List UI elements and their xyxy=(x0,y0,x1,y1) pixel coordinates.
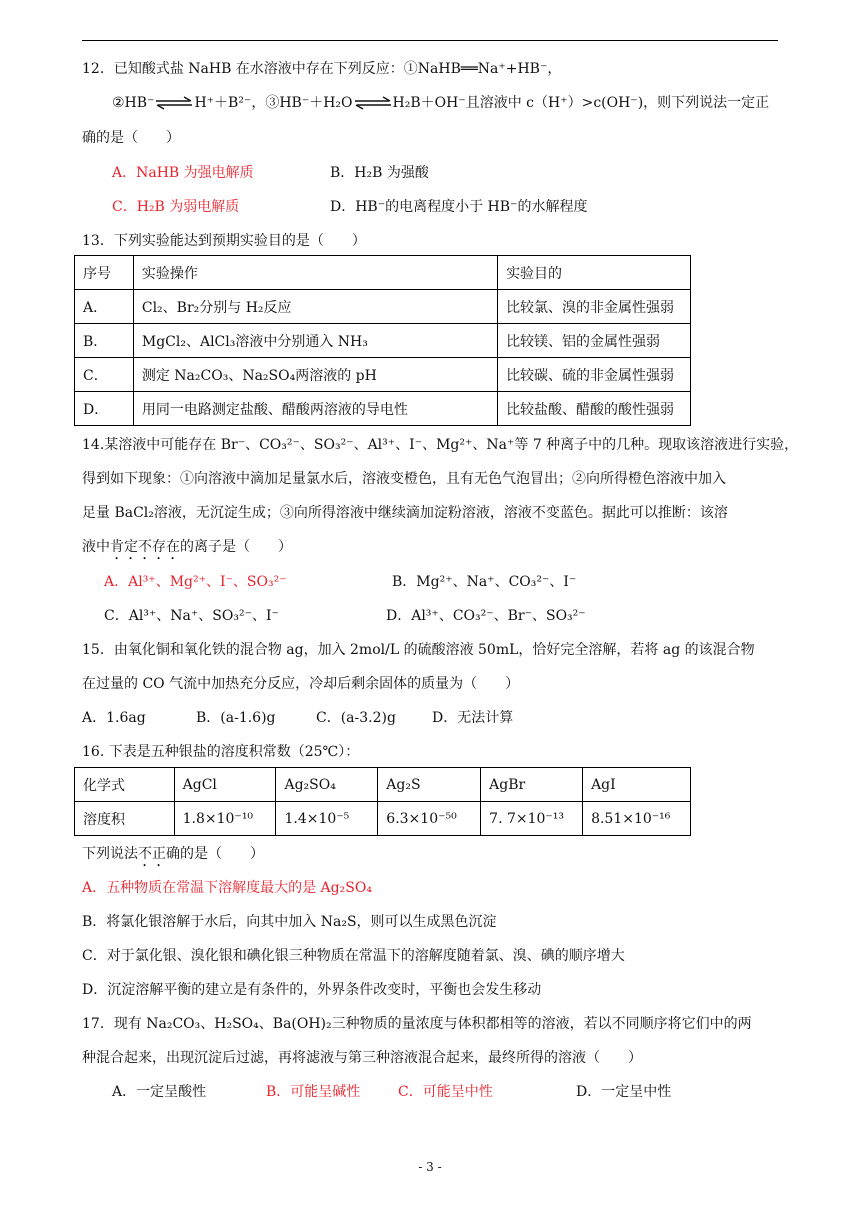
q13-cell: C． xyxy=(75,358,134,392)
q16-cell: 1.4×10⁻⁵ xyxy=(276,802,378,836)
q16-option-b: B．将氯化银溶解于水后，向其中加入 Na₂S，则可以生成黑色沉淀 xyxy=(82,914,497,930)
q14-option-b: B．Mg²⁺、Na⁺、CO₃²⁻、I⁻ xyxy=(392,574,577,590)
q12-line2-b: H⁺＋B²⁻，③HB⁻＋H₂O xyxy=(194,95,353,111)
q13-table xyxy=(74,255,691,426)
q16-cell: Ag₂S xyxy=(378,768,481,802)
q14-option-d: D．Al³⁺、CO₃²⁻、Br⁻、SO₃²⁻ xyxy=(386,608,586,624)
q16-cell: 化学式 xyxy=(75,768,175,802)
q16-emphasis: 不正 xyxy=(138,846,166,862)
q17-option-d: D．一定呈中性 xyxy=(576,1084,672,1100)
q16-option-c: C．对于氯化银、溴化银和碘化银三种物质在常温下的溶解度随着氯、溴、碘的顺序增大 xyxy=(82,948,625,964)
table-row xyxy=(75,392,691,426)
q12-line2-c: H₂B＋OH⁻且溶液中 c（H⁺）>c(OH⁻)，则下列说法一定正 xyxy=(392,95,770,111)
q12-line3: 确的是（ ） xyxy=(82,130,180,146)
q15-option-a: A．1.6ag xyxy=(82,710,146,726)
q16-question-b: 确的是（ ） xyxy=(166,846,264,862)
q14-line4-a: 液中 xyxy=(82,539,110,555)
q12-option-b: B．H₂B 为强酸 xyxy=(330,165,429,181)
q13-cell: 比较盐酸、醋酸的酸性强弱 xyxy=(498,392,691,426)
q14-line3: 足量 BaCl₂溶液，无沉淀生成；③向所得溶液中继续滴加淀粉溶液，溶液不变蓝色。据此可以推断：该溶 xyxy=(82,505,728,521)
q16-cell: AgCl xyxy=(174,768,276,802)
q16-table xyxy=(74,767,691,836)
table-row xyxy=(75,802,691,836)
q13-cell: 比较氯、溴的非金属性强弱 xyxy=(498,290,691,324)
q13-cell: 用同一电路测定盐酸、醋酸两溶液的导电性 xyxy=(133,392,497,426)
q16-question-a: 下列说法 xyxy=(82,846,138,862)
q13-cell: 测定 Na₂CO₃、Na₂SO₄两溶液的 pH xyxy=(133,358,497,392)
q16-cell: Ag₂SO₄ xyxy=(276,768,378,802)
table-row xyxy=(75,768,691,802)
q13-header-purpose: 实验目的 xyxy=(498,256,691,290)
q16-cell: 7. 7×10⁻¹³ xyxy=(481,802,583,836)
q13-cell: MgCl₂、AlCl₃溶液中分别通入 NH₃ xyxy=(133,324,497,358)
equilibrium-arrow-icon xyxy=(353,96,393,110)
q13-cell: B． xyxy=(75,324,134,358)
table-row xyxy=(75,290,691,324)
q12-line2-a: ②HB⁻ xyxy=(112,95,155,111)
q16-question xyxy=(82,844,264,870)
q16-option-a: A．五种物质在常温下溶解度最大的是 Ag₂SO₄ xyxy=(82,880,372,896)
q15-line1: 15．由氧化铜和氧化铁的混合物 ag，加入 2mol/L 的硫酸溶液 50mL，恰好完全溶解，若将 ag 的该混合物 xyxy=(82,642,755,658)
q16-cell: AgI xyxy=(583,768,691,802)
q13-header-operation: 实验操作 xyxy=(133,256,497,290)
q12-option-c: C．H₂B 为弱电解质 xyxy=(112,199,240,215)
q13-cell: A． xyxy=(75,290,134,324)
q13-cell: Cl₂、Br₂分别与 H₂反应 xyxy=(133,290,497,324)
equilibrium-arrow-icon xyxy=(154,96,194,110)
q16-stem: 16. 下表是五种银盐的溶度积常数（25℃）： xyxy=(82,744,360,760)
table-row xyxy=(75,324,691,358)
q16-cell: 6.3×10⁻⁵⁰ xyxy=(378,802,481,836)
q16-cell: AgBr xyxy=(481,768,583,802)
table-row xyxy=(75,256,691,290)
q15-option-b: B．(a-1.6)g xyxy=(196,710,276,726)
header-rule xyxy=(82,40,778,41)
q15-option-d: D．无法计算 xyxy=(432,710,514,726)
q13-cell: 比较碳、硫的非金属性强弱 xyxy=(498,358,691,392)
q13-stem: 13．下列实验能达到预期实验目的是（ ） xyxy=(82,233,366,249)
q17-option-a: A．一定呈酸性 xyxy=(112,1084,207,1100)
q16-cell: 1.8×10⁻¹⁰ xyxy=(174,802,276,836)
q12-option-d: D．HB⁻的电离程度小于 HB⁻的水解程度 xyxy=(330,199,588,215)
q14-option-c: C．Al³⁺、Na⁺、SO₃²⁻、I⁻ xyxy=(104,608,279,624)
q13-cell: 比较镁、铝的金属性强弱 xyxy=(498,324,691,358)
table-row xyxy=(75,358,691,392)
q14-line4 xyxy=(82,537,292,563)
q14-line2: 得到如下现象：①向溶液中滴加足量氯水后，溶液变橙色，且有无色气泡冒出；②向所得橙色溶液中加入 xyxy=(82,471,726,487)
q17-option-b: B．可能呈碱性 xyxy=(266,1084,361,1100)
q15-option-c: C．(a-3.2)g xyxy=(316,710,396,726)
q17-option-c: C．可能呈中性 xyxy=(398,1084,493,1100)
q16-cell: 溶度积 xyxy=(75,802,175,836)
q12-line1: 12．已知酸式盐 NaHB 在水溶液中存在下列反应：①NaHB══Na⁺+HB⁻， xyxy=(82,61,562,77)
q17-line1: 17．现有 Na₂CO₃、H₂SO₄、Ba(OH)₂三种物质的量浓度与体积都相等的溶液，若以不同顺序将它们中的两 xyxy=(82,1016,752,1032)
q14-emphasis: 肯定不存在 xyxy=(110,539,180,555)
q14-line1: 14.某溶液中可能存在 Br⁻、CO₃²⁻、SO₃²⁻、Al³⁺、I⁻、Mg²⁺、Na⁺等 7 种离子中的几种。现取该溶液进行实验， xyxy=(82,437,799,453)
q13-header-no: 序号 xyxy=(75,256,134,290)
q16-cell: 8.51×10⁻¹⁶ xyxy=(583,802,691,836)
q14-option-a: A．Al³⁺、Mg²⁺、I⁻、SO₃²⁻ xyxy=(104,574,287,590)
q12-line2 xyxy=(112,93,769,113)
q16-option-d: D．沉淀溶解平衡的建立是有条件的，外界条件改变时，平衡也会发生移动 xyxy=(82,982,542,998)
q12-option-a: A．NaHB 为强电解质 xyxy=(112,165,254,181)
q17-line2: 种混合起来，出现沉淀后过滤，再将滤液与第三种溶液混合起来，最终所得的溶液（ ） xyxy=(82,1050,642,1066)
q14-line4-b: 的离子是（ ） xyxy=(180,539,292,555)
q13-cell: D． xyxy=(75,392,134,426)
page-number: - 3 - xyxy=(418,1160,442,1174)
q15-line2: 在过量的 CO 气流中加热充分反应，冷却后剩余固体的质量为（ ） xyxy=(82,676,520,692)
